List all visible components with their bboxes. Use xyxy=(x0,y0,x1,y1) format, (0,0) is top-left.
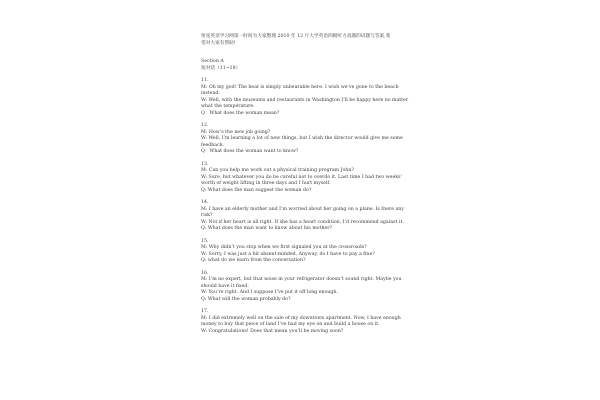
document-header xyxy=(201,34,415,47)
question-number: 13. xyxy=(201,161,209,167)
dialogue-line: W: Sorry, I was just a bit absent-minded. Anyway, do I have to pay a fine? xyxy=(201,251,375,257)
question-line: Q：What does the woman mean? xyxy=(201,110,280,116)
dialogue-line: W: Not if her heart is all right. If she has a heart condition, I’d recommend against it. xyxy=(201,219,404,225)
question-line: Q: What does the man suggest the woman do? xyxy=(201,187,312,193)
question-block xyxy=(201,271,415,304)
question-number: 15. xyxy=(201,238,209,244)
document-content xyxy=(201,34,415,335)
header-line-2: 望对大家有帮助! xyxy=(201,40,236,46)
question-line: Q：What does the woman want to know? xyxy=(201,149,299,154)
question-line: Q: what do we learn from the conversation? xyxy=(201,258,306,263)
question-block xyxy=(201,309,415,335)
dialogue-line: M: Why didn’t you stop when we first signaled you at the crossroads? xyxy=(201,245,367,250)
dialogue-line: M: I’m no expert, but that noise in your refrigerator doesn’t sound right. Maybe you should have it fixed. xyxy=(201,277,402,289)
question-block xyxy=(201,239,415,265)
question-block xyxy=(201,123,415,156)
question-block xyxy=(201,200,415,233)
section-title: Section A xyxy=(201,59,224,64)
dialogue-line: M: How’s the new job going? xyxy=(201,129,271,135)
dialogue-line: M: I have an elderly mother and I’m worried about her going on a plane. Is there any risk? xyxy=(201,206,404,218)
question-number: 14. xyxy=(201,200,209,205)
question-line: Q: What will the woman probably do? xyxy=(201,296,291,302)
section-heading xyxy=(201,59,415,72)
question-number: 17. xyxy=(201,309,209,314)
dialogue-line: W: Congratulations! Does that mean you’ll be moving soon? xyxy=(201,328,344,334)
question-block xyxy=(201,162,415,195)
question-number: 11. xyxy=(201,78,209,83)
dialogue-line: W: You’re right. And I suppose I’ve put it off long enough. xyxy=(201,290,338,295)
dialogue-line: M: I did extremely well on the sale of my downtown apartment. Now, I have enough money to buy that piece of land I’ve had my eye on and build a house on it. xyxy=(201,315,401,327)
dialogue-line: W: Sure, but whatever you do be careful not to overdo it. Last time I had two weeks’ worth of weight lifting in three days and I hurt myself. xyxy=(201,174,402,186)
dialogue-line: W: Well, with the museums and restaurants in Washington I’ll be happy here no matter what the temperature. xyxy=(201,97,409,109)
dialogue-line: M: Can you help me work out a physical training program John? xyxy=(201,168,354,173)
question-number: 16. xyxy=(201,270,209,276)
dialogue-line: W: Well, I’m learning a lot of new things, but I wish the director would give me some feedback. xyxy=(201,136,403,148)
question-block xyxy=(201,78,415,117)
header-line-1: 恒星英语学习网第一时间为大家整理 2010 年 12 月大学英语四级听力真题的试题与答案,希 xyxy=(201,34,391,39)
question-number: 12. xyxy=(201,123,209,128)
dialogue-line: M: Oh my god! The heat is simply unbearable here. I wish we’ve gone to the beach instead. xyxy=(201,84,399,96)
section-subtitle: 短对话（11~18） xyxy=(201,65,241,71)
question-line: Q: What does the man want to know about his mother? xyxy=(201,226,333,231)
